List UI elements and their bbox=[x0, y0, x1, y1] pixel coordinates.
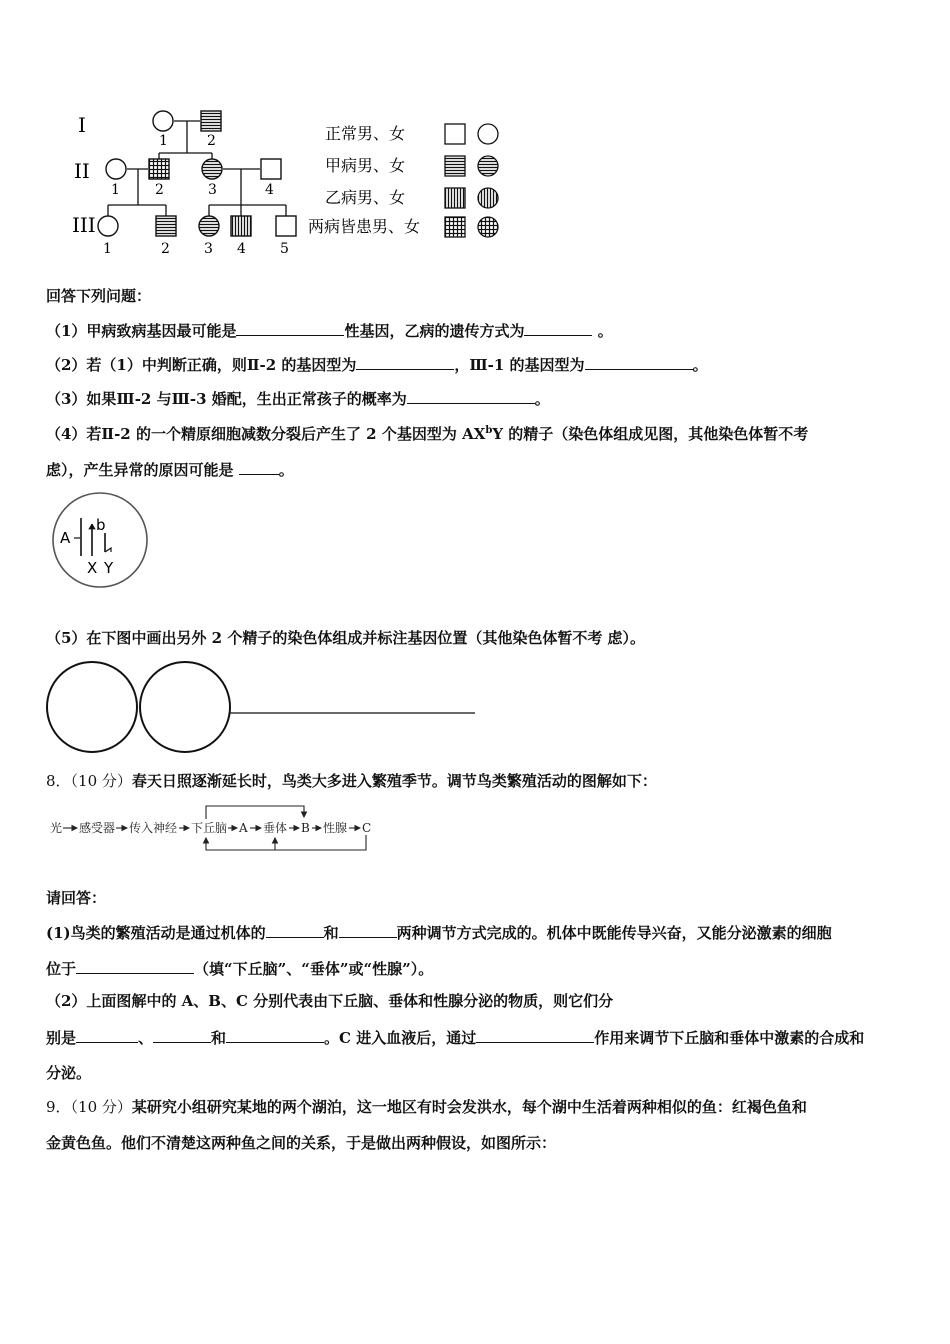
pedigree-female-normal bbox=[153, 111, 173, 131]
legend-male-disease-b-icon bbox=[445, 188, 465, 208]
pedigree-male-both bbox=[149, 159, 169, 179]
sperm-cell-diagram bbox=[48, 490, 154, 590]
legend-female-normal-icon bbox=[478, 124, 498, 144]
pedigree-number: 1 bbox=[103, 241, 112, 257]
pedigree-number: 1 bbox=[111, 182, 120, 198]
generation-label: III bbox=[72, 213, 96, 237]
pedigree-number: 2 bbox=[161, 241, 170, 257]
answer-blank[interactable] bbox=[239, 458, 279, 475]
pedigree-female-normal bbox=[98, 216, 118, 236]
question-8-part-1: (1)鸟类的繁殖活动是通过机体的 和 两种调节方式完成的。机体中既能传导兴奋，又能分泌激素的细胞 bbox=[46, 921, 832, 943]
pedigree-female-disease-a bbox=[199, 216, 219, 236]
flow-b: B bbox=[301, 821, 310, 835]
pedigree-female-normal bbox=[106, 159, 126, 179]
pedigree-number: 4 bbox=[237, 241, 246, 257]
pedigree-chart bbox=[60, 100, 510, 265]
answer-blank[interactable] bbox=[585, 353, 693, 370]
question-3: （3）如果Ⅲ-2 与Ⅲ-3 婚配，生出正常孩子的概率为 。 bbox=[46, 387, 550, 409]
legend-female-disease-a-icon bbox=[478, 156, 498, 176]
chromosome-label-y: Y bbox=[104, 559, 114, 577]
pedigree-number: 2 bbox=[207, 133, 216, 149]
question-4-cont: 虑），产生异常的原因可能是 。 bbox=[46, 458, 294, 480]
answer-blank[interactable] bbox=[153, 1026, 211, 1043]
flow-c: C bbox=[362, 821, 372, 835]
question-2: （2）若（1）中判断正确，则Ⅱ-2 的基因型为 ，Ⅲ-1 的基因型为 。 bbox=[46, 353, 708, 375]
flow-a: A bbox=[239, 821, 248, 835]
answer-blank[interactable] bbox=[266, 921, 324, 938]
pedigree-female-disease-a bbox=[202, 159, 222, 179]
generation-label: I bbox=[78, 113, 86, 137]
pedigree-male-disease-b bbox=[231, 216, 251, 236]
pedigree-male-disease-a bbox=[201, 111, 221, 131]
flow-gonad: 性腺 bbox=[323, 821, 348, 835]
answer-blank[interactable] bbox=[76, 1026, 138, 1043]
intro-text: 回答下列问题： bbox=[46, 287, 152, 305]
answer-blank[interactable] bbox=[339, 921, 397, 938]
question-9-stem-cont: 金黄色鱼。他们不清楚这两种鱼之间的关系，于是做出两种假设，如图所示： bbox=[46, 1134, 557, 1152]
pedigree-male-disease-a bbox=[156, 216, 176, 236]
legend-both-label: 两病皆患男、女 bbox=[308, 217, 421, 236]
pedigree-number: 3 bbox=[208, 182, 217, 198]
flow-light: 光 bbox=[50, 821, 63, 835]
drawing-area[interactable] bbox=[42, 660, 482, 758]
pedigree-number: 2 bbox=[155, 182, 164, 198]
answer-blank[interactable] bbox=[236, 319, 344, 336]
question-8-part-2-end: 分泌。 bbox=[46, 1064, 92, 1082]
legend-male-disease-a-icon bbox=[445, 156, 465, 176]
pedigree-number: 3 bbox=[204, 241, 213, 257]
answer-blank[interactable] bbox=[407, 387, 535, 404]
answer-blank[interactable] bbox=[76, 957, 194, 974]
question-8-prompt: 请回答： bbox=[46, 889, 107, 907]
pedigree-number: 5 bbox=[280, 241, 289, 257]
question-8-part-2-cont: 别是 、 和 。C 进入血液后，通过 作用来调节下丘脑和垂体中激素的合成和 bbox=[46, 1026, 864, 1048]
legend-disease-a-label: 甲病男、女 bbox=[325, 156, 406, 175]
answer-blank[interactable] bbox=[524, 319, 592, 336]
question-4: （4）若Ⅱ-2 的一个精原细胞减数分裂后产生了 2 个基因型为 $AX^bY$ 的精子（染色体组成见图，其他染色体暂不考 bbox=[46, 425, 809, 443]
pedigree-male-normal bbox=[261, 159, 281, 179]
question-9-stem: 9．（10 分）某研究小组研究某地的两个湖泊，这一地区有时会发洪水，每个湖中生活着两种相似的鱼：红褐色鱼和 bbox=[46, 1098, 807, 1116]
generation-label: II bbox=[74, 159, 90, 183]
gene-label-a: A bbox=[60, 529, 71, 547]
question-8-stem: 8．（10 分）春天日照逐渐延长时，鸟类大多进入繁殖季节。调节鸟类繁殖活动的图解如下： bbox=[46, 772, 657, 790]
question-8-part-2: （2）上面图解中的 A、B、C 分别代表由下丘脑、垂体和性腺分泌的物质，则它们分 bbox=[46, 992, 614, 1010]
pedigree-number: 1 bbox=[159, 133, 168, 149]
pedigree-number: 4 bbox=[265, 182, 274, 198]
legend-disease-b-label: 乙病男、女 bbox=[325, 188, 406, 207]
gene-label-b: b bbox=[96, 516, 106, 534]
legend-female-disease-b-icon bbox=[478, 188, 498, 208]
answer-blank[interactable] bbox=[356, 353, 454, 370]
empty-sperm-circle[interactable] bbox=[140, 662, 230, 752]
question-8-part-1-cont: 位于 （填“下丘脑”、“垂体”或“性腺”）。 bbox=[46, 957, 433, 979]
empty-sperm-circle[interactable] bbox=[47, 662, 137, 752]
legend-male-normal-icon bbox=[445, 124, 465, 144]
flow-receptor: 感受器 bbox=[79, 821, 116, 835]
legend-female-both-icon bbox=[478, 217, 498, 237]
chromosome-label-x: X bbox=[87, 559, 98, 577]
pedigree-male-normal bbox=[276, 216, 296, 236]
flow-pituitary: 垂体 bbox=[263, 821, 288, 835]
question-5: （5）在下图中画出另外 2 个精子的染色体组成并标注基因位置（其他染色体暂不考 虑）。 bbox=[46, 629, 646, 647]
legend-normal-label: 正常男、女 bbox=[325, 124, 406, 143]
question-1: （1）甲病致病基因最可能是 性基因，乙病的遗传方式为 。 bbox=[46, 319, 613, 341]
legend-male-both-icon bbox=[445, 217, 465, 237]
answer-blank[interactable] bbox=[476, 1026, 594, 1043]
regulation-flow-diagram bbox=[46, 802, 376, 854]
answer-blank[interactable] bbox=[226, 1026, 324, 1043]
flow-hypothalamus: 下丘脑 bbox=[191, 821, 228, 835]
flow-nerve: 传入神经 bbox=[129, 821, 178, 835]
